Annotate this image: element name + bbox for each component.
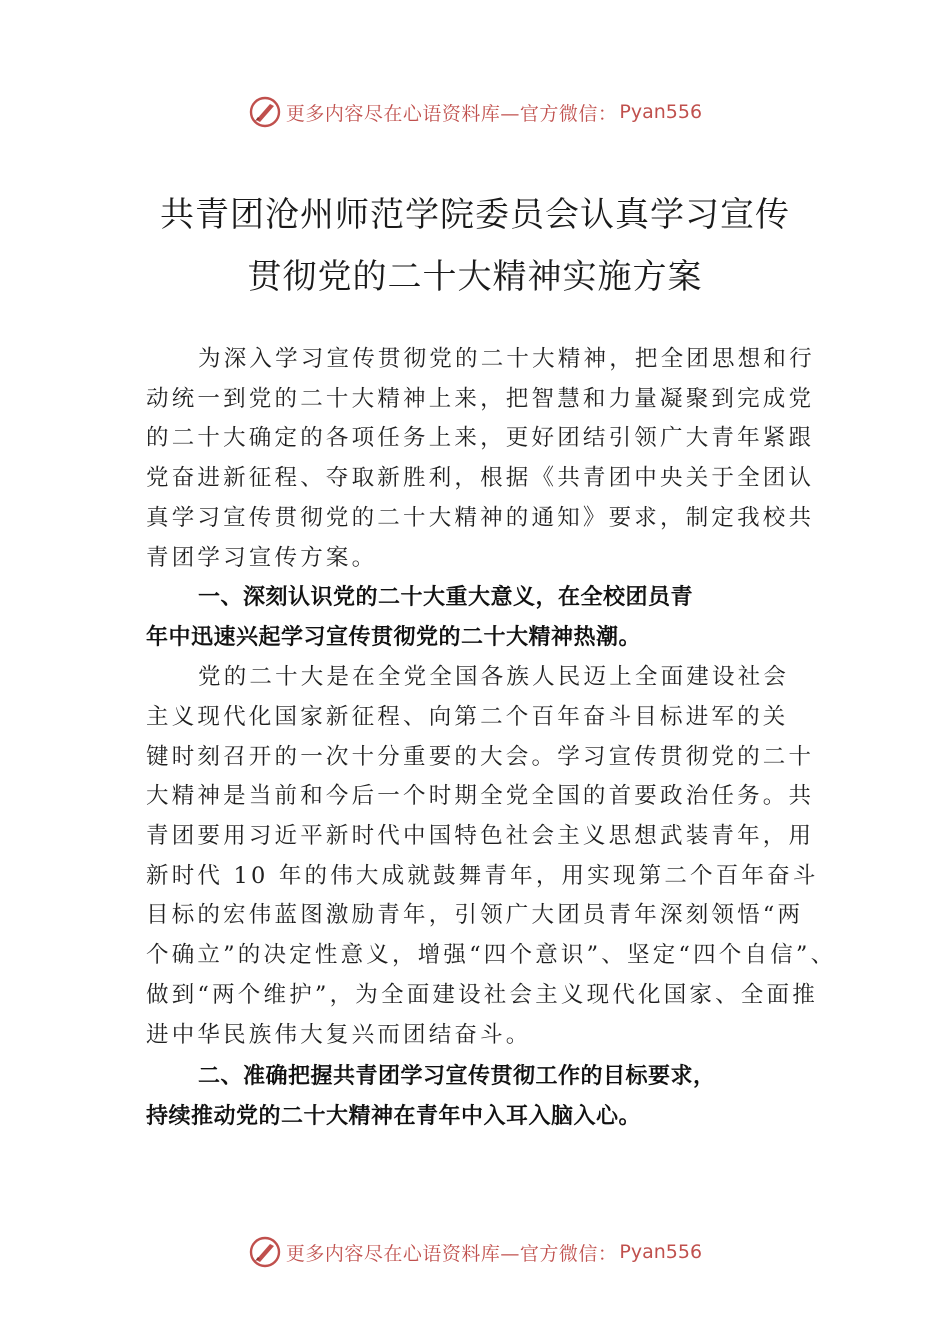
text-line: 的二十大确定的各项任务上来，更好团结引领广大青年紧跟	[146, 425, 815, 452]
document-body	[146, 340, 837, 1137]
text-line: 青团学习宣传方案。	[146, 544, 378, 571]
watermark-top	[0, 92, 950, 132]
text-line: 键时刻召开的一次十分重要的大会。学习宣传贯彻党的二十	[146, 743, 815, 770]
text-line: 主义现代化国家新征程、向第二个百年奋斗目标进军的关	[146, 703, 789, 730]
text-line: 目标的宏伟蓝图激励青年，引领广大团员青年深刻领悟“两	[146, 902, 804, 929]
text-line: 青团要用习近平新时代中国特色社会主义思想武装青年，用	[146, 823, 815, 850]
heading-line: 持续推动党的二十大精神在青年中入耳入脑入心。	[146, 1104, 642, 1130]
section-1-paragraph	[146, 658, 837, 1055]
brush-logo-icon	[248, 95, 282, 129]
title-line: 贯彻党的二十大精神实施方案	[247, 257, 703, 297]
intro-paragraph	[146, 340, 815, 578]
text-line: 新时代 10 年的伟大成就鼓舞青年，用实现第二个百年奋斗	[146, 862, 819, 889]
text-line: 个确立”的决定性意义，增强“四个意识”、坚定“四个自信”、	[146, 942, 837, 969]
heading-line: 年中迅速兴起学习宣传贯彻党的二十大精神热潮。	[146, 625, 642, 651]
watermark-text: 更多内容尽在心语资料库—官方微信：	[285, 102, 618, 125]
text-line: 进中华民族伟大复兴而团结奋斗。	[146, 1021, 532, 1048]
text-line: 动统一到党的二十大精神上来，把智慧和力量凝聚到完成党	[146, 385, 815, 412]
text-line: 为深入学习宣传贯彻党的二十大精神，把全团思想和行	[198, 346, 815, 372]
text-line: 真学习宣传贯彻党的二十大精神的通知》要求，制定我校共	[146, 504, 815, 531]
text-line: 党奋进新征程、夺取新胜利，根据《共青团中央关于全团认	[146, 465, 815, 492]
document-title	[100, 184, 850, 308]
text-line: 党的二十大是在全党全国各族人民迈上全面建设社会	[198, 664, 790, 691]
watermark-bottom	[0, 1232, 950, 1272]
section-heading-1	[146, 578, 806, 658]
brush-logo-icon	[248, 1235, 282, 1269]
watermark-handle: Pyan556	[619, 101, 703, 123]
watermark-handle: Pyan556	[619, 1241, 703, 1263]
watermark-text: 更多内容尽在心语资料库—官方微信：	[285, 1242, 618, 1265]
title-line: 共青团沧州师范学院委员会认真学习宣传	[160, 195, 790, 235]
text-line: 大精神是当前和今后一个时期全党全国的首要政治任务。共	[146, 783, 815, 810]
heading-line: 二、准确把握共青团学习宣传贯彻工作的目标要求，	[198, 1064, 716, 1090]
text-line: 做到“两个维护”，为全面建设社会主义现代化国家、全面推	[146, 981, 818, 1008]
heading-line: 一、深刻认识党的二十大重大意义，在全校团员青	[198, 585, 694, 611]
section-heading-2	[146, 1057, 806, 1137]
